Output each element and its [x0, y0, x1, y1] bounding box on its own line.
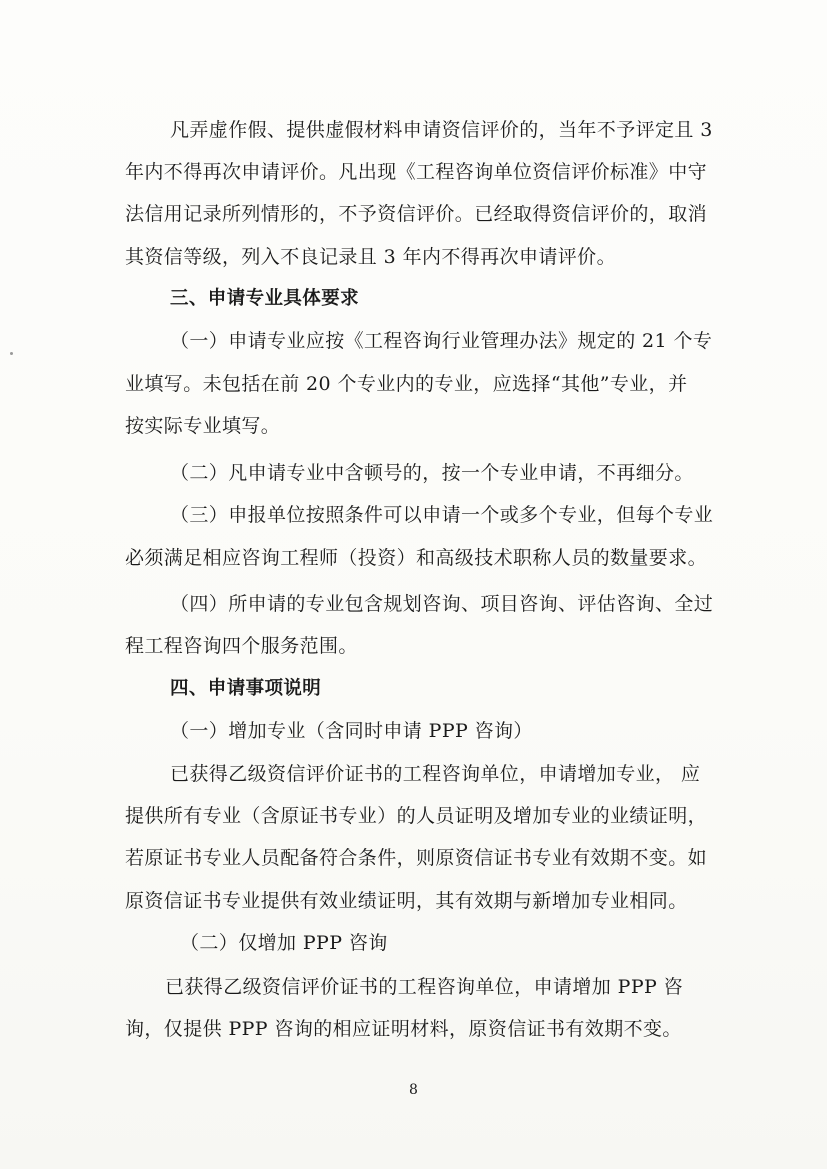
section-heading: 四、申请事项说明: [170, 678, 322, 699]
paragraph-line: 询，仅提供 PPP 咨询的相应证明材料，原资信证书有效期不变。: [125, 1018, 682, 1040]
paragraph-line: 提供所有专业（含原证书专业）的人员证明及增加专业的业绩证明，: [125, 805, 708, 827]
paragraph-line: 其资信等级，列入不良记录且 3 年内不得再次申请评价。: [125, 246, 616, 268]
paragraph-line: 法信用记录所列情形的，不予资信评价。已经取得资信评价的，取消: [125, 203, 708, 225]
paragraph-line: （三）申报单位按照条件可以申请一个或多个专业，但每个专业: [170, 504, 714, 526]
paragraph-line: （二）凡申请专业中含顿号的，按一个专业申请，不再细分。: [170, 462, 694, 484]
paragraph-line: 程工程咨询四个服务范围。: [125, 635, 358, 657]
paragraph-line: 必须满足相应咨询工程师（投资）和高级技术职称人员的数量要求。: [125, 547, 708, 569]
paragraph-line: 已获得乙级资信评价证书的工程咨询单位，申请增加 PPP 咨: [165, 976, 684, 998]
paragraph-line: 业填写。未包括在前 20 个专业内的专业，应选择“其他”专业，并: [125, 373, 688, 395]
paragraph-line: 原资信证书专业提供有效业绩证明，其有效期与新增加专业相同。: [125, 890, 688, 912]
scan-speck: [10, 352, 13, 355]
subsection-heading: （一）增加专业（含同时申请 PPP 咨询）: [170, 720, 533, 742]
paragraph-line: 若原证书专业人员配备符合条件，则原资信证书专业有效期不变。如: [125, 847, 708, 869]
page-number: 8: [409, 1082, 418, 1098]
section-heading: 三、申请专业具体要求: [170, 288, 360, 309]
paragraph-line: （一）申请专业应按《工程咨询行业管理办法》规定的 21 个专: [170, 330, 713, 352]
paragraph-line: （四）所申请的专业包含规划咨询、项目咨询、评估咨询、全过: [170, 593, 714, 615]
paragraph-line: 已获得乙级资信评价证书的工程咨询单位，申请增加专业， 应: [170, 763, 701, 785]
subsection-heading: （二）仅增加 PPP 咨询: [180, 932, 388, 954]
paragraph-line: 年内不得再次申请评价。凡出现《工程咨询单位资信评价标准》中守: [125, 161, 708, 183]
paragraph-line: 凡弄虚作假、提供虚假材料申请资信评价的，当年不予评定且 3: [170, 119, 713, 141]
paragraph-line: 按实际专业填写。: [125, 415, 281, 437]
